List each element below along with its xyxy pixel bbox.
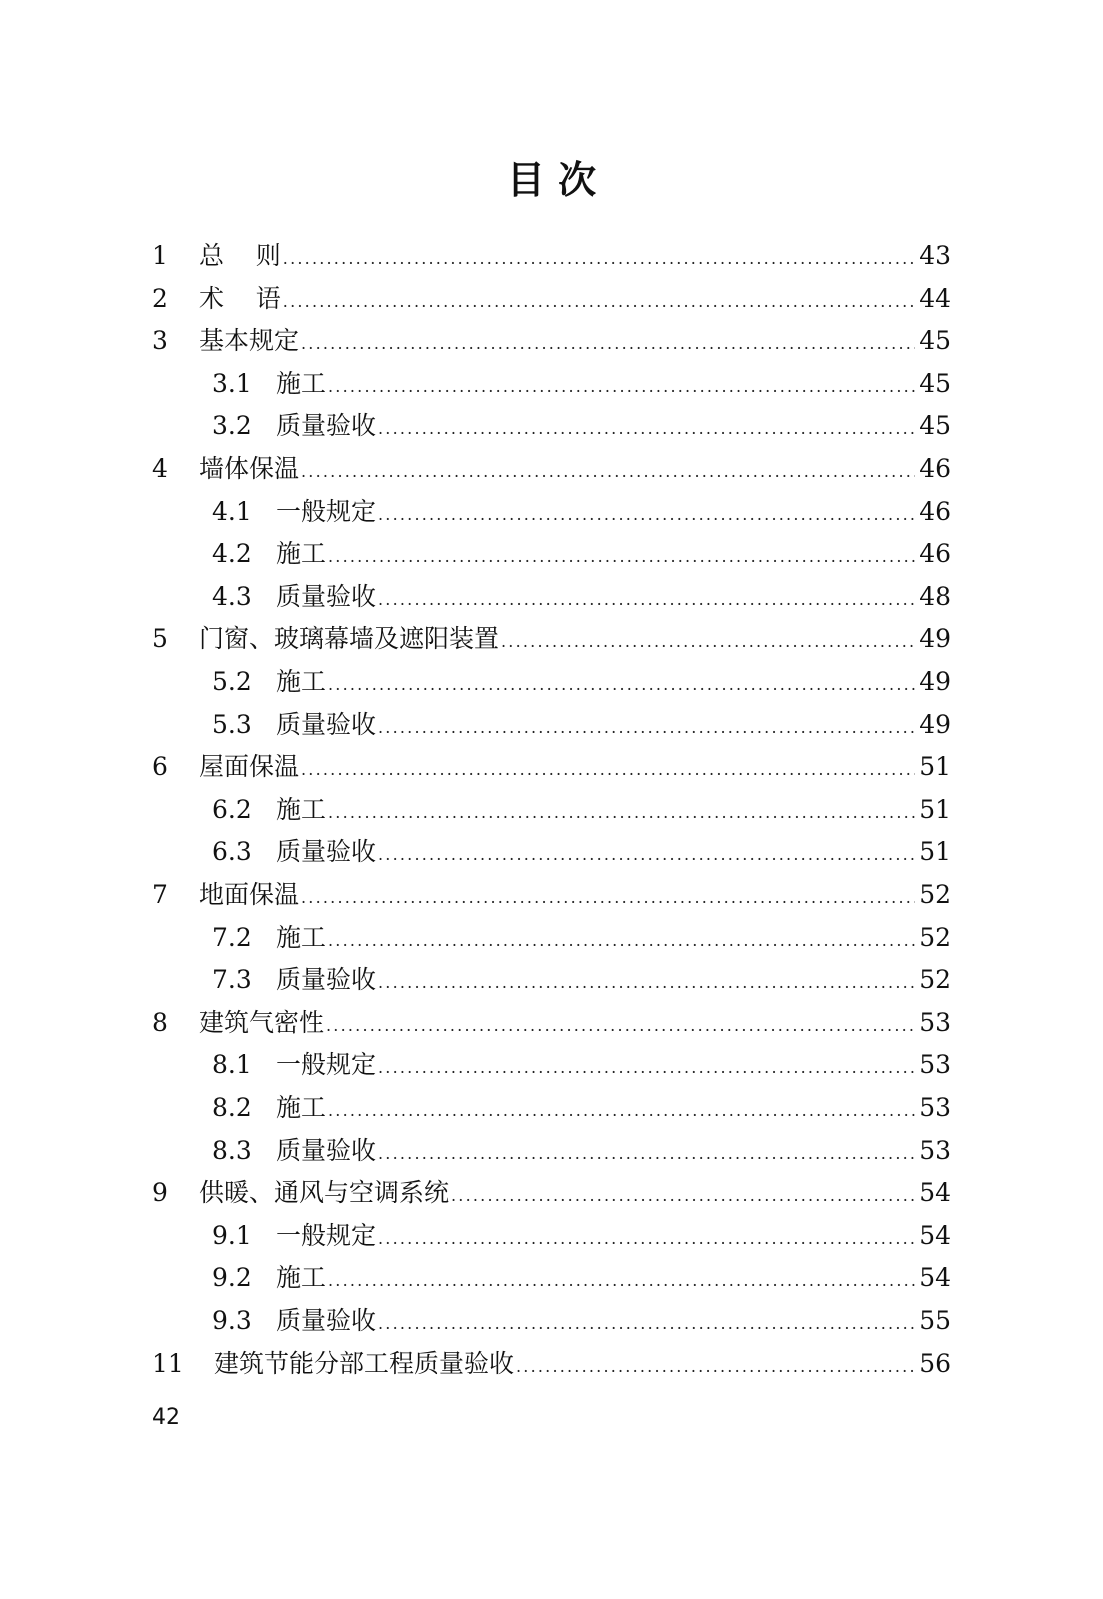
toc-entry-page-number: 51 bbox=[919, 752, 951, 782]
toc-entry-title: 质量验收 bbox=[276, 1135, 377, 1165]
toc-entry-page-number: 54 bbox=[919, 1263, 951, 1293]
toc-entry-page-number: 54 bbox=[919, 1220, 951, 1250]
toc-entry-number: 3 bbox=[152, 326, 168, 356]
page-title: 目 次 bbox=[506, 158, 597, 202]
toc-entry-number: 9.2 bbox=[212, 1263, 252, 1293]
toc-leader-dots bbox=[501, 621, 915, 663]
toc-chapter-entry[interactable] bbox=[152, 1172, 951, 1214]
toc-section-entry[interactable] bbox=[212, 917, 951, 959]
toc-chapter-entry[interactable] bbox=[152, 320, 951, 362]
toc-entry-number: 4.2 bbox=[212, 539, 252, 569]
toc-entry-title: 墙体保温 bbox=[199, 454, 300, 483]
toc-section-entry[interactable] bbox=[212, 959, 951, 1001]
toc-leader-dots bbox=[326, 1005, 915, 1047]
toc-entry-number: 6.3 bbox=[212, 837, 252, 867]
toc-leader-dots bbox=[328, 664, 915, 706]
toc-leader-dots bbox=[301, 749, 915, 791]
toc-leader-dots bbox=[378, 707, 915, 749]
toc-entry-page-number: 52 bbox=[919, 880, 951, 909]
toc-entry-title: 施工 bbox=[276, 368, 327, 398]
toc-entry-page-number: 55 bbox=[919, 1306, 951, 1335]
toc-entry-page-number: 56 bbox=[919, 1348, 951, 1378]
toc-entry-page-number: 51 bbox=[919, 837, 951, 867]
toc-entry-page-number: 51 bbox=[919, 794, 951, 824]
toc-entry-page-number: 43 bbox=[919, 241, 951, 270]
toc-entry-number: 8.3 bbox=[212, 1135, 252, 1165]
toc-section-entry[interactable] bbox=[212, 1215, 951, 1257]
toc-entry-page-number: 46 bbox=[919, 454, 951, 483]
toc-leader-dots bbox=[378, 494, 915, 536]
toc-entry-page-number: 46 bbox=[919, 539, 951, 569]
toc-entry-title: 总 则 bbox=[199, 241, 281, 270]
toc-leader-dots bbox=[378, 962, 915, 1004]
toc-entry-title: 施工 bbox=[276, 667, 327, 696]
toc-entry-number: 6.2 bbox=[212, 794, 252, 824]
toc-entry-number: 7 bbox=[152, 880, 168, 909]
toc-entry-page-number: 45 bbox=[919, 326, 951, 356]
toc-section-entry[interactable] bbox=[212, 831, 951, 873]
toc-entry-number: 7.2 bbox=[212, 922, 252, 952]
toc-entry-page-number: 49 bbox=[919, 709, 951, 739]
toc-entry-title: 建筑节能分部工程质量验收 bbox=[214, 1348, 515, 1378]
toc-leader-dots bbox=[378, 1303, 915, 1345]
toc-chapter-entry[interactable] bbox=[152, 278, 951, 320]
toc-section-entry[interactable] bbox=[212, 405, 951, 447]
toc-leader-dots bbox=[378, 834, 915, 876]
toc-entry-number: 5.3 bbox=[212, 709, 252, 739]
toc-section-entry[interactable] bbox=[212, 789, 951, 831]
toc-entry-number: 5.2 bbox=[212, 667, 252, 696]
toc-entry-number: 9.3 bbox=[212, 1306, 252, 1335]
toc-section-entry[interactable] bbox=[212, 533, 951, 575]
toc-leader-dots bbox=[378, 408, 915, 450]
toc-entry-page-number: 52 bbox=[919, 965, 951, 995]
toc-entry-number: 2 bbox=[152, 283, 168, 313]
toc-chapter-entry[interactable] bbox=[152, 1343, 951, 1385]
toc-entry-number: 6 bbox=[152, 752, 168, 782]
toc-entry-title: 屋面保温 bbox=[199, 752, 300, 782]
toc-entry-number: 4.3 bbox=[212, 581, 252, 611]
toc-entry-page-number: 49 bbox=[919, 624, 951, 654]
toc-entry-title: 术 语 bbox=[199, 283, 281, 313]
toc-leader-dots bbox=[378, 1047, 915, 1089]
toc-entry-title: 建筑气密性 bbox=[199, 1007, 325, 1037]
toc-entry-number: 5 bbox=[152, 624, 168, 654]
toc-leader-dots bbox=[516, 1346, 915, 1388]
toc-entry-title: 地面保温 bbox=[199, 880, 300, 909]
toc-entry-title: 门窗、玻璃幕墙及遮阳装置 bbox=[199, 624, 500, 654]
toc-entry-title: 质量验收 bbox=[276, 709, 377, 739]
toc-entry-page-number: 54 bbox=[919, 1178, 951, 1208]
toc-entry-title: 施工 bbox=[276, 1093, 327, 1122]
toc-entry-page-number: 53 bbox=[919, 1050, 951, 1080]
toc-entry-title: 施工 bbox=[276, 794, 327, 824]
toc-section-entry[interactable] bbox=[212, 1130, 951, 1172]
toc-section-entry[interactable] bbox=[212, 661, 951, 703]
toc-entry-title: 供暖、通风与空调系统 bbox=[199, 1178, 450, 1208]
toc-entry-title: 质量验收 bbox=[276, 581, 377, 611]
toc-leader-dots bbox=[301, 451, 915, 493]
toc-entry-page-number: 46 bbox=[919, 496, 951, 526]
toc-entry-number: 4 bbox=[152, 454, 168, 483]
toc-leader-dots bbox=[328, 920, 915, 962]
toc-entry-number: 3.2 bbox=[212, 411, 252, 441]
toc-entry-page-number: 48 bbox=[919, 581, 951, 611]
toc-leader-dots bbox=[378, 1133, 915, 1175]
toc-section-entry[interactable] bbox=[212, 1044, 951, 1086]
toc-entry-page-number: 44 bbox=[919, 283, 951, 313]
toc-section-entry[interactable] bbox=[212, 576, 951, 618]
toc-entry-page-number: 52 bbox=[919, 922, 951, 952]
toc-entry-title: 质量验收 bbox=[276, 1306, 377, 1335]
toc-leader-dots bbox=[328, 1090, 915, 1132]
toc-leader-dots bbox=[301, 877, 915, 919]
toc-entry-number: 9 bbox=[152, 1178, 168, 1208]
toc-entry-page-number: 45 bbox=[919, 411, 951, 441]
toc-entry-number: 3.1 bbox=[212, 368, 252, 398]
toc-leader-dots bbox=[301, 323, 915, 365]
toc-leader-dots bbox=[328, 1260, 915, 1302]
toc-entry-title: 施工 bbox=[276, 539, 327, 569]
toc-entry-number: 8 bbox=[152, 1007, 168, 1037]
toc-leader-dots bbox=[328, 792, 915, 834]
toc-leader-dots bbox=[451, 1175, 915, 1217]
toc-entry-page-number: 53 bbox=[919, 1093, 951, 1122]
toc-leader-dots bbox=[378, 1218, 915, 1260]
toc-entry-number: 8.1 bbox=[212, 1050, 252, 1080]
toc-entry-title: 质量验收 bbox=[276, 965, 377, 995]
toc-entry-page-number: 49 bbox=[919, 667, 951, 696]
toc-entry-page-number: 45 bbox=[919, 368, 951, 398]
toc-chapter-entry[interactable] bbox=[152, 448, 951, 490]
toc-entry-title: 施工 bbox=[276, 922, 327, 952]
toc-entry-title: 质量验收 bbox=[276, 411, 377, 441]
toc-entry-page-number: 53 bbox=[919, 1007, 951, 1037]
toc-chapter-entry[interactable] bbox=[152, 1002, 951, 1044]
toc-entry-number: 9.1 bbox=[212, 1220, 252, 1250]
toc-entry-title: 一般规定 bbox=[276, 496, 377, 526]
toc-section-entry[interactable] bbox=[212, 1300, 951, 1342]
toc-entry-number: 4.1 bbox=[212, 496, 252, 526]
toc-entry-title: 质量验收 bbox=[276, 837, 377, 867]
toc-entry-number: 8.2 bbox=[212, 1093, 252, 1122]
toc-leader-dots bbox=[328, 366, 915, 408]
page-number: 42 bbox=[152, 1405, 180, 1430]
toc-section-entry[interactable] bbox=[212, 1087, 951, 1129]
toc-leader-dots bbox=[328, 536, 915, 578]
toc-chapter-entry[interactable] bbox=[152, 235, 951, 277]
toc-entry-number: 1 bbox=[152, 241, 168, 270]
toc-section-entry[interactable] bbox=[212, 704, 951, 746]
toc-entry-title: 一般规定 bbox=[276, 1050, 377, 1080]
toc-entry-page-number: 53 bbox=[919, 1135, 951, 1165]
toc-entry-title: 基本规定 bbox=[199, 326, 300, 356]
toc-entry-number: 7.3 bbox=[212, 965, 252, 995]
toc-entry-title: 一般规定 bbox=[276, 1220, 377, 1250]
toc-entry-number: 11 bbox=[152, 1348, 184, 1378]
toc-section-entry[interactable] bbox=[212, 491, 951, 533]
toc-section-entry[interactable] bbox=[212, 363, 951, 405]
toc-chapter-entry[interactable] bbox=[152, 618, 951, 660]
toc-chapter-entry[interactable] bbox=[152, 746, 951, 788]
toc-section-entry[interactable] bbox=[212, 1257, 951, 1299]
toc-leader-dots bbox=[378, 579, 915, 621]
toc-leader-dots bbox=[283, 281, 915, 323]
toc-leader-dots bbox=[283, 238, 915, 280]
toc-entry-title: 施工 bbox=[276, 1263, 327, 1293]
toc-chapter-entry[interactable] bbox=[152, 874, 951, 916]
